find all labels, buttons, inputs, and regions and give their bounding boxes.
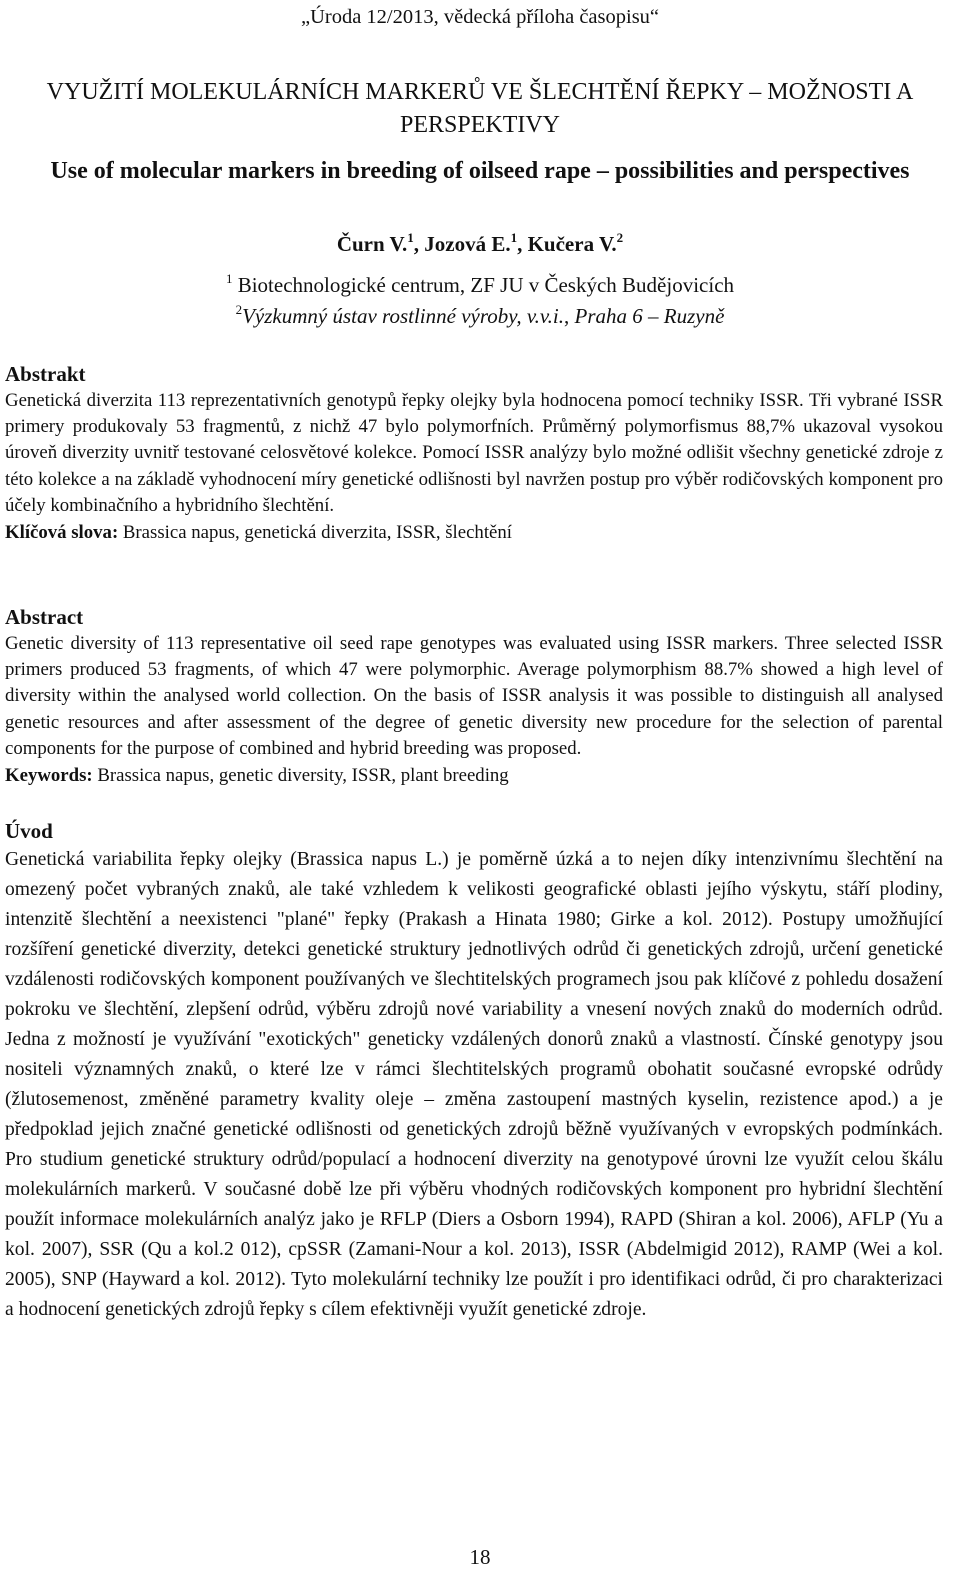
klicova-slova-values: Brassica napus, genetická diverzita, ISSR, šlechtění	[118, 522, 512, 544]
abstract-section	[5, 603, 943, 790]
keywords-values: Brassica napus, genetic diversity, ISSR, plant breeding	[92, 765, 509, 787]
author-affiliation-mark: 1	[407, 230, 414, 245]
author-separator: ,	[517, 232, 528, 256]
author-name: Čurn V.	[336, 232, 408, 256]
affiliation-mark: 2	[235, 302, 243, 317]
keywords-label: Keywords:	[5, 765, 93, 787]
klicova-slova-label: Klíčová slova:	[5, 522, 119, 544]
affiliation-1	[0, 273, 960, 298]
uvod-heading: Úvod	[5, 819, 53, 843]
author-affiliation-mark: 1	[510, 230, 518, 245]
abstrakt-text: Genetická diverzita 113 reprezentativních genotypů řepky olejky byla hodnocena pomocí techniky ISSR. Tři vybrané ISSR primery produkovaly 53 fragmentů, z nichž 47 bylo polymorfních. Průměrný polymorfismus 88,7% ukazoval vysokou úroveň diverzity uvnitř testované celosvětové kolekce. Pomocí ISSR analýzy bylo možné odlišit všechny genetické zdroje z této kolekce a na základě vyhodnocení míry genetické odlišnosti byl navržen postup pro výběr rodičovských komponent pro účely kombinačního a hybridního šlechtění.	[5, 390, 943, 516]
title-english: Use of molecular markers in breeding of oilseed rape – possibilities and perspectives	[50, 158, 910, 184]
title-czech: VYUŽITÍ MOLEKULÁRNÍCH MARKERŮ VE ŠLECHTĚNÍ ŘEPKY – MOŽNOSTI A PERSPEKTIVY	[46, 79, 914, 138]
uvod-text: Genetická variabilita řepky olejky (Brassica napus L.) je poměrně úzká a to nejen díky intenzivnímu šlechtění na omezený počet vybraných znaků, ale také vzhledem k velikosti geografické oblasti jejího výskytu, stáří plodiny, intenzitě šlechtění a neexistenci "plané" řepky (Prakash a Hinata 1980; Girke a kol. 2012). Postupy umožňující rozšíření genetické diverzity, detekci genetické struktury jednotlivých odrůd či genetických zdrojů, určení genetické vzdálenosti rodičovských komponent používaných ve šlechtitelských programech jsou pak klíčové z pohledu dosažení pokroku ve šlechtění, zlepšení odrůd, výběru zdrojů nové variability a vnesení nových znaků do moderních odrůd. Jedna z možností je využívání "exotických" geneticky vzdálených donorů znaků a vlastností. Čínské genotypy jsou nositeli významných znaků, o které lze v rámci šlechtitelských programů obohatit současné evropské odrůdy (žlutosemenost, změněné parametry kvality oleje – změna zastoupení mastných kyselin, rezistence apod.) a je předpoklad jejich značné genetické odlišnosti od genetických zdrojů běžně využívaných v evropských podmínkách. Pro studium genetické struktury odrůd/populací a hodnocení diverzity na genotypové úrovni lze využít celou škálu molekulárních markerů. V současné době lze při výběru vhodných rodičovských komponent pro hybridní šlechtění použít informace molekulárních analýz jako je RFLP (Diers a Osborn 1994), RAPD (Shiran a kol. 2006), AFLP (Yu a kol. 2007), SSR (Qu a kol.2 012), cpSSR (Zamani-Nour a kol. 2013), ISSR (Abdelmigid 2012), RAMP (Wei a kol. 2005), SNP (Hayward a kol. 2012). Tyto molekulární techniky lze použít i pro identifikaci odrůd, či pro charakterizaci a hodnocení genetických zdrojů řepky s cílem efektivněji využít genetické zdroje.	[5, 849, 943, 1320]
author-separator: ,	[413, 232, 425, 256]
affiliation-separator: ,	[564, 304, 575, 328]
page-number: 18	[469, 1545, 491, 1569]
abstract-heading: Abstract	[5, 605, 84, 629]
klicova-slova-line	[5, 519, 943, 547]
abstract-text: Genetic diversity of 113 representative oil seed rape genotypes was evaluated using ISSR markers. Three selected ISSR primers produced 53 fragments, of which 47 were polymorphic. Average polymorphism 88.7% showed a high level of diversity within the analysed world collection. On the basis of ISSR analysis it was possible to distinguish all analysed genetic resources and after assessment of the degree of genetic diversity new procedure for the selection of parental components for the purpose of combined and hybrid breeding was proposed.	[5, 633, 943, 759]
affiliation-text: Výzkumný ústav rostlinné výroby, v.v.i.	[242, 304, 564, 328]
author-name: Jozová E.	[424, 232, 511, 256]
abstrakt-section	[5, 360, 943, 547]
affiliation-text: Biotechnologické centrum, ZF JU v Českých Budějovicích	[232, 273, 735, 297]
uvod-section	[5, 817, 943, 1325]
author-affiliation-mark: 2	[616, 230, 624, 245]
keywords-line	[5, 762, 943, 790]
affiliation-city: Praha 6 – Ruzyně	[574, 304, 725, 328]
abstrakt-heading: Abstrakt	[5, 362, 86, 386]
affiliation-2	[0, 304, 960, 329]
author-list	[0, 232, 960, 257]
author-name: Kučera V.	[527, 232, 617, 256]
journal-header: „Úroda 12/2013, vědecká příloha časopisu“	[300, 6, 660, 28]
affiliation-mark: 1	[225, 271, 233, 286]
